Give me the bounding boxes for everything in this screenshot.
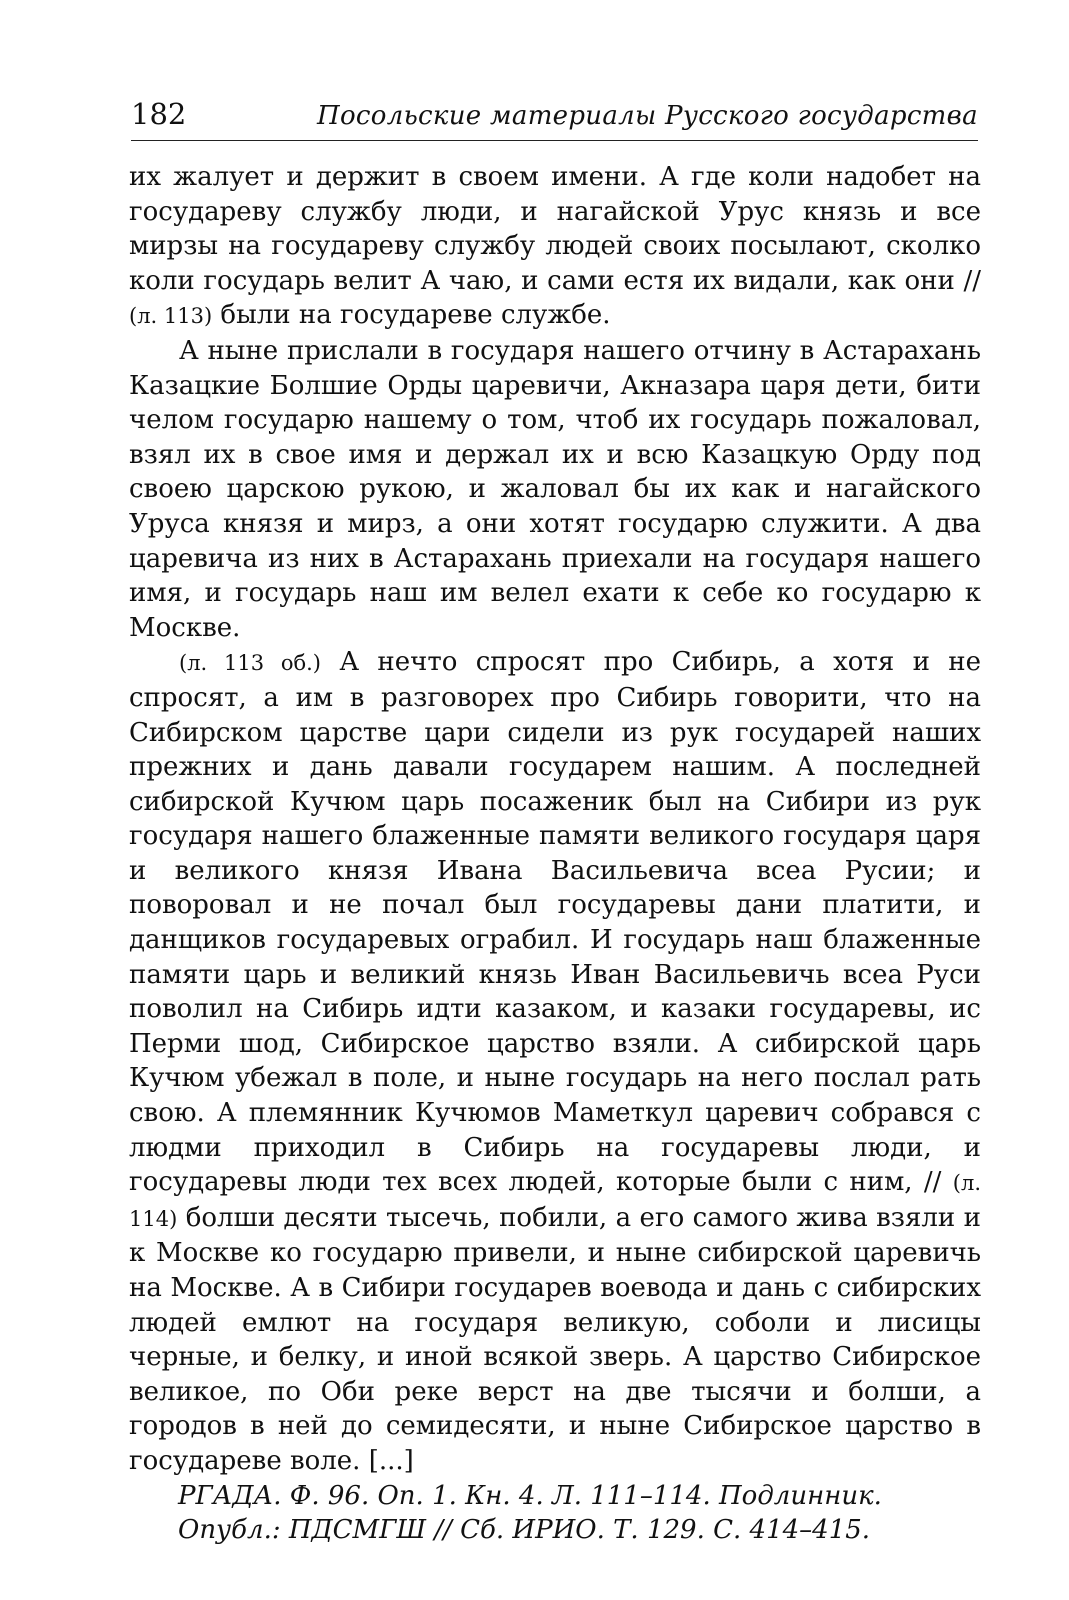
publication-reference: Опубл.: ПДСМГШ // Сб. ИРИО. Т. 129. С. 414–415. (178, 1515, 871, 1546)
paragraph-2-text: А ныне прислали в государя нашего отчину в Астарахань Казацкие Болшие Орды царевичи, Акназара царя дети, бити челом государю нашему о том, чтоб их государь пожаловал, взял их в свое имя и держал их и всю Казацкую Орду под своею царскою рукою, и жаловал бы их как и нагайского Уруса князя и мирз, а они хотят государю служити. А два царевича из них в Астарахань приехали на государя нашего имя, и государь наш им велел ехати к себе ко государю к Москве. (129, 335, 981, 643)
paragraph-1-text-a: их жалует и держит в своем имени. А где коли надобет на государеву службу люди, и нагайской Урус князь и все мирзы на государеву службу людей своих посылают, сколко коли государь велит А чаю, и сами естя их видали, как они // (129, 162, 981, 296)
running-title: Посольские материалы Русского государства (317, 101, 978, 131)
paragraph-3-text-a: А нечто спросят про Сибирь, а хотя и не спросят, а им в разговорех про Сибирь говорити, что на Сибирском царстве цари сидели из рук государей наших прежних и дань давали государем нашим. А последней сибирской Кучюм царь посаженик был на Сибири из рук государя нашего блаженные памяти великого государя царя и великого князя Ивана Васильевича всеа Русии; и поворовал и не почал был государевы дани платити, и данщиков государевых ограбил. И государь наш блаженные памяти царь и великий князь Иван Васильевичь всеа Руси поволил на Сибирь идти казаком, и казаки государевы, ис Перми шод, Сибирское царство взяли. А сибирской царь Кучюм убежал в поле, и ныне государь на него послал рать свою. А племянник Кучюмов Маметкул царевич собрався с людми приходил в Сибирь на государевы люди, и государевы люди тех всех людей, которые были с ним, // (129, 647, 982, 1198)
paragraph-3-text-b: болши десяти тысечь, побили, а его самого жива взяли и к Москве ко государю привели, и ныне сибирской царевичь на Москве. А в Сибири государев воевода и дань с сибирских людей емлют на государя великую, соболи и лисицы черные, и белку, и иной всякой зверь. А царство Сибирское великое, по Оби реке верст на две тысячи и болши, а городов в ней до семидесяти, и ныне Сибирское царство в государеве воле. [...] (129, 1202, 981, 1476)
header-divider (131, 140, 978, 141)
page-number: 182 (131, 97, 187, 131)
paragraph-3 (129, 645, 981, 1478)
folio-marker: (л. 113) (129, 304, 213, 329)
paragraph-1-text-b: были на государеве службе. (212, 300, 611, 331)
paragraph-2 (129, 334, 981, 645)
running-head (131, 96, 978, 136)
folio-marker: (л. 114) (129, 1171, 981, 1231)
archive-reference: РГАДА. Ф. 96. Оп. 1. Кн. 4. Л. 111–114. Подлинник. (178, 1480, 882, 1511)
paragraph-1 (129, 160, 981, 334)
document-body (129, 160, 981, 1548)
folio-marker: (л. 113 об.) (179, 651, 321, 676)
